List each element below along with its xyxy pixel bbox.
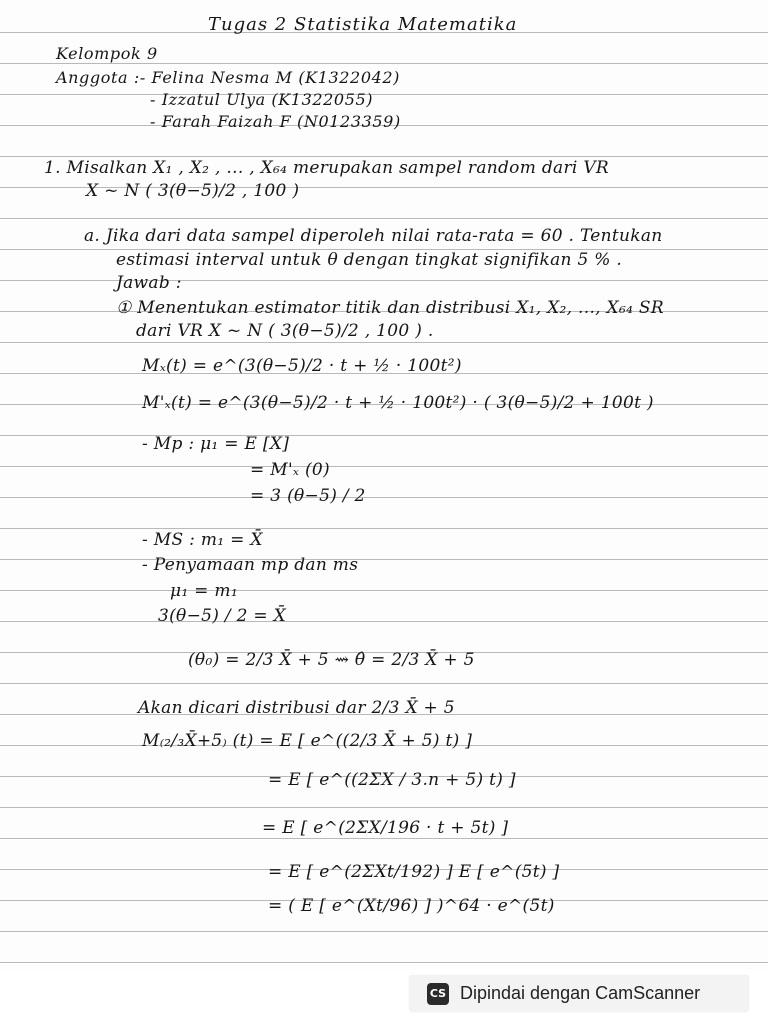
question-line-1: 1. Misalkan X₁ , X₂ , ... , X₆₄ merupakan sampel random dari VR xyxy=(44,158,610,178)
camscanner-watermark xyxy=(409,975,749,1012)
distribution-heading: Akan dicari distribusi dar 2/3 X̄ + 5 xyxy=(138,698,455,718)
step-1-line-2: dari VR X ~ N ( 3(θ−5)/2 , 100 ) . xyxy=(136,321,434,341)
mgf-derivative-line: M'ₓ(t) = e^(3(θ−5)/2 · t + ½ · 100t²) · ( 3(θ−5)/2 + 100t ) xyxy=(142,393,654,413)
part-a-line-1: a. Jika dari data sampel diperoleh nilai rata-rata = 60 . Tentukan xyxy=(84,226,663,246)
equating-line-1: μ₁ = m₁ xyxy=(170,581,238,601)
mgf-estimator-line-2: = E [ e^((2ΣX / 3.n + 5) t) ] xyxy=(268,770,516,790)
part-a-line-2: estimasi interval untuk θ dengan tingkat signifikan 5 % . xyxy=(116,250,623,270)
mgf-line: Mₓ(t) = e^(3(θ−5)/2 · t + ½ · 100t²) xyxy=(142,356,462,376)
member-line-1: Anggota :- Felina Nesma M (K1322042) xyxy=(56,68,401,87)
ms-line: - MS : m₁ = X̄ xyxy=(142,530,263,550)
mp-line-1: - Mp : μ₁ = E [X] xyxy=(142,434,290,454)
camscanner-text: Dipindai dengan CamScanner xyxy=(460,983,701,1003)
equating-line-2: 3(θ−5) / 2 = X̄ xyxy=(158,606,287,626)
mgf-estimator-line-4: = E [ e^(2ΣXt/192) ] E [ e^(5t) ] xyxy=(268,862,560,882)
mgf-estimator-line-5: = ( E [ e^(Xt/96) ] )^64 · e^(5t) xyxy=(268,896,555,916)
mgf-estimator-line-1: M₍₂/₃X̄+5₎ (t) = E [ e^((2/3 X̄ + 5) t) ] xyxy=(142,731,473,751)
equating-label: - Penyamaan mp dan ms xyxy=(142,555,359,575)
step-1-line-1: ① Menentukan estimator titik dan distribusi X₁, X₂, ..., X₆₄ SR xyxy=(116,298,664,318)
mgf-estimator-line-3: = E [ e^(2ΣX/196 · t + 5t) ] xyxy=(262,818,509,838)
mp-line-2: = M'ₓ (0) xyxy=(250,460,330,480)
answer-label: Jawab : xyxy=(116,273,182,293)
member-line-2: - Izzatul Ulya (K1322055) xyxy=(150,90,374,109)
member-line-3: - Farah Faizah F (N0123359) xyxy=(150,112,401,131)
group-name: Kelompok 9 xyxy=(56,44,158,63)
camscanner-logo-icon: CS xyxy=(427,983,449,1005)
page-title: Tugas 2 Statistika Matematika xyxy=(208,14,518,35)
mp-line-3: = 3 (θ−5) / 2 xyxy=(250,486,366,506)
question-line-2: X ~ N ( 3(θ−5)/2 , 100 ) xyxy=(86,181,300,201)
estimator-line: (θ₀) = 2/3 X̄ + 5 ⇝ θ̂ = 2/3 X̄ + 5 xyxy=(188,650,475,670)
